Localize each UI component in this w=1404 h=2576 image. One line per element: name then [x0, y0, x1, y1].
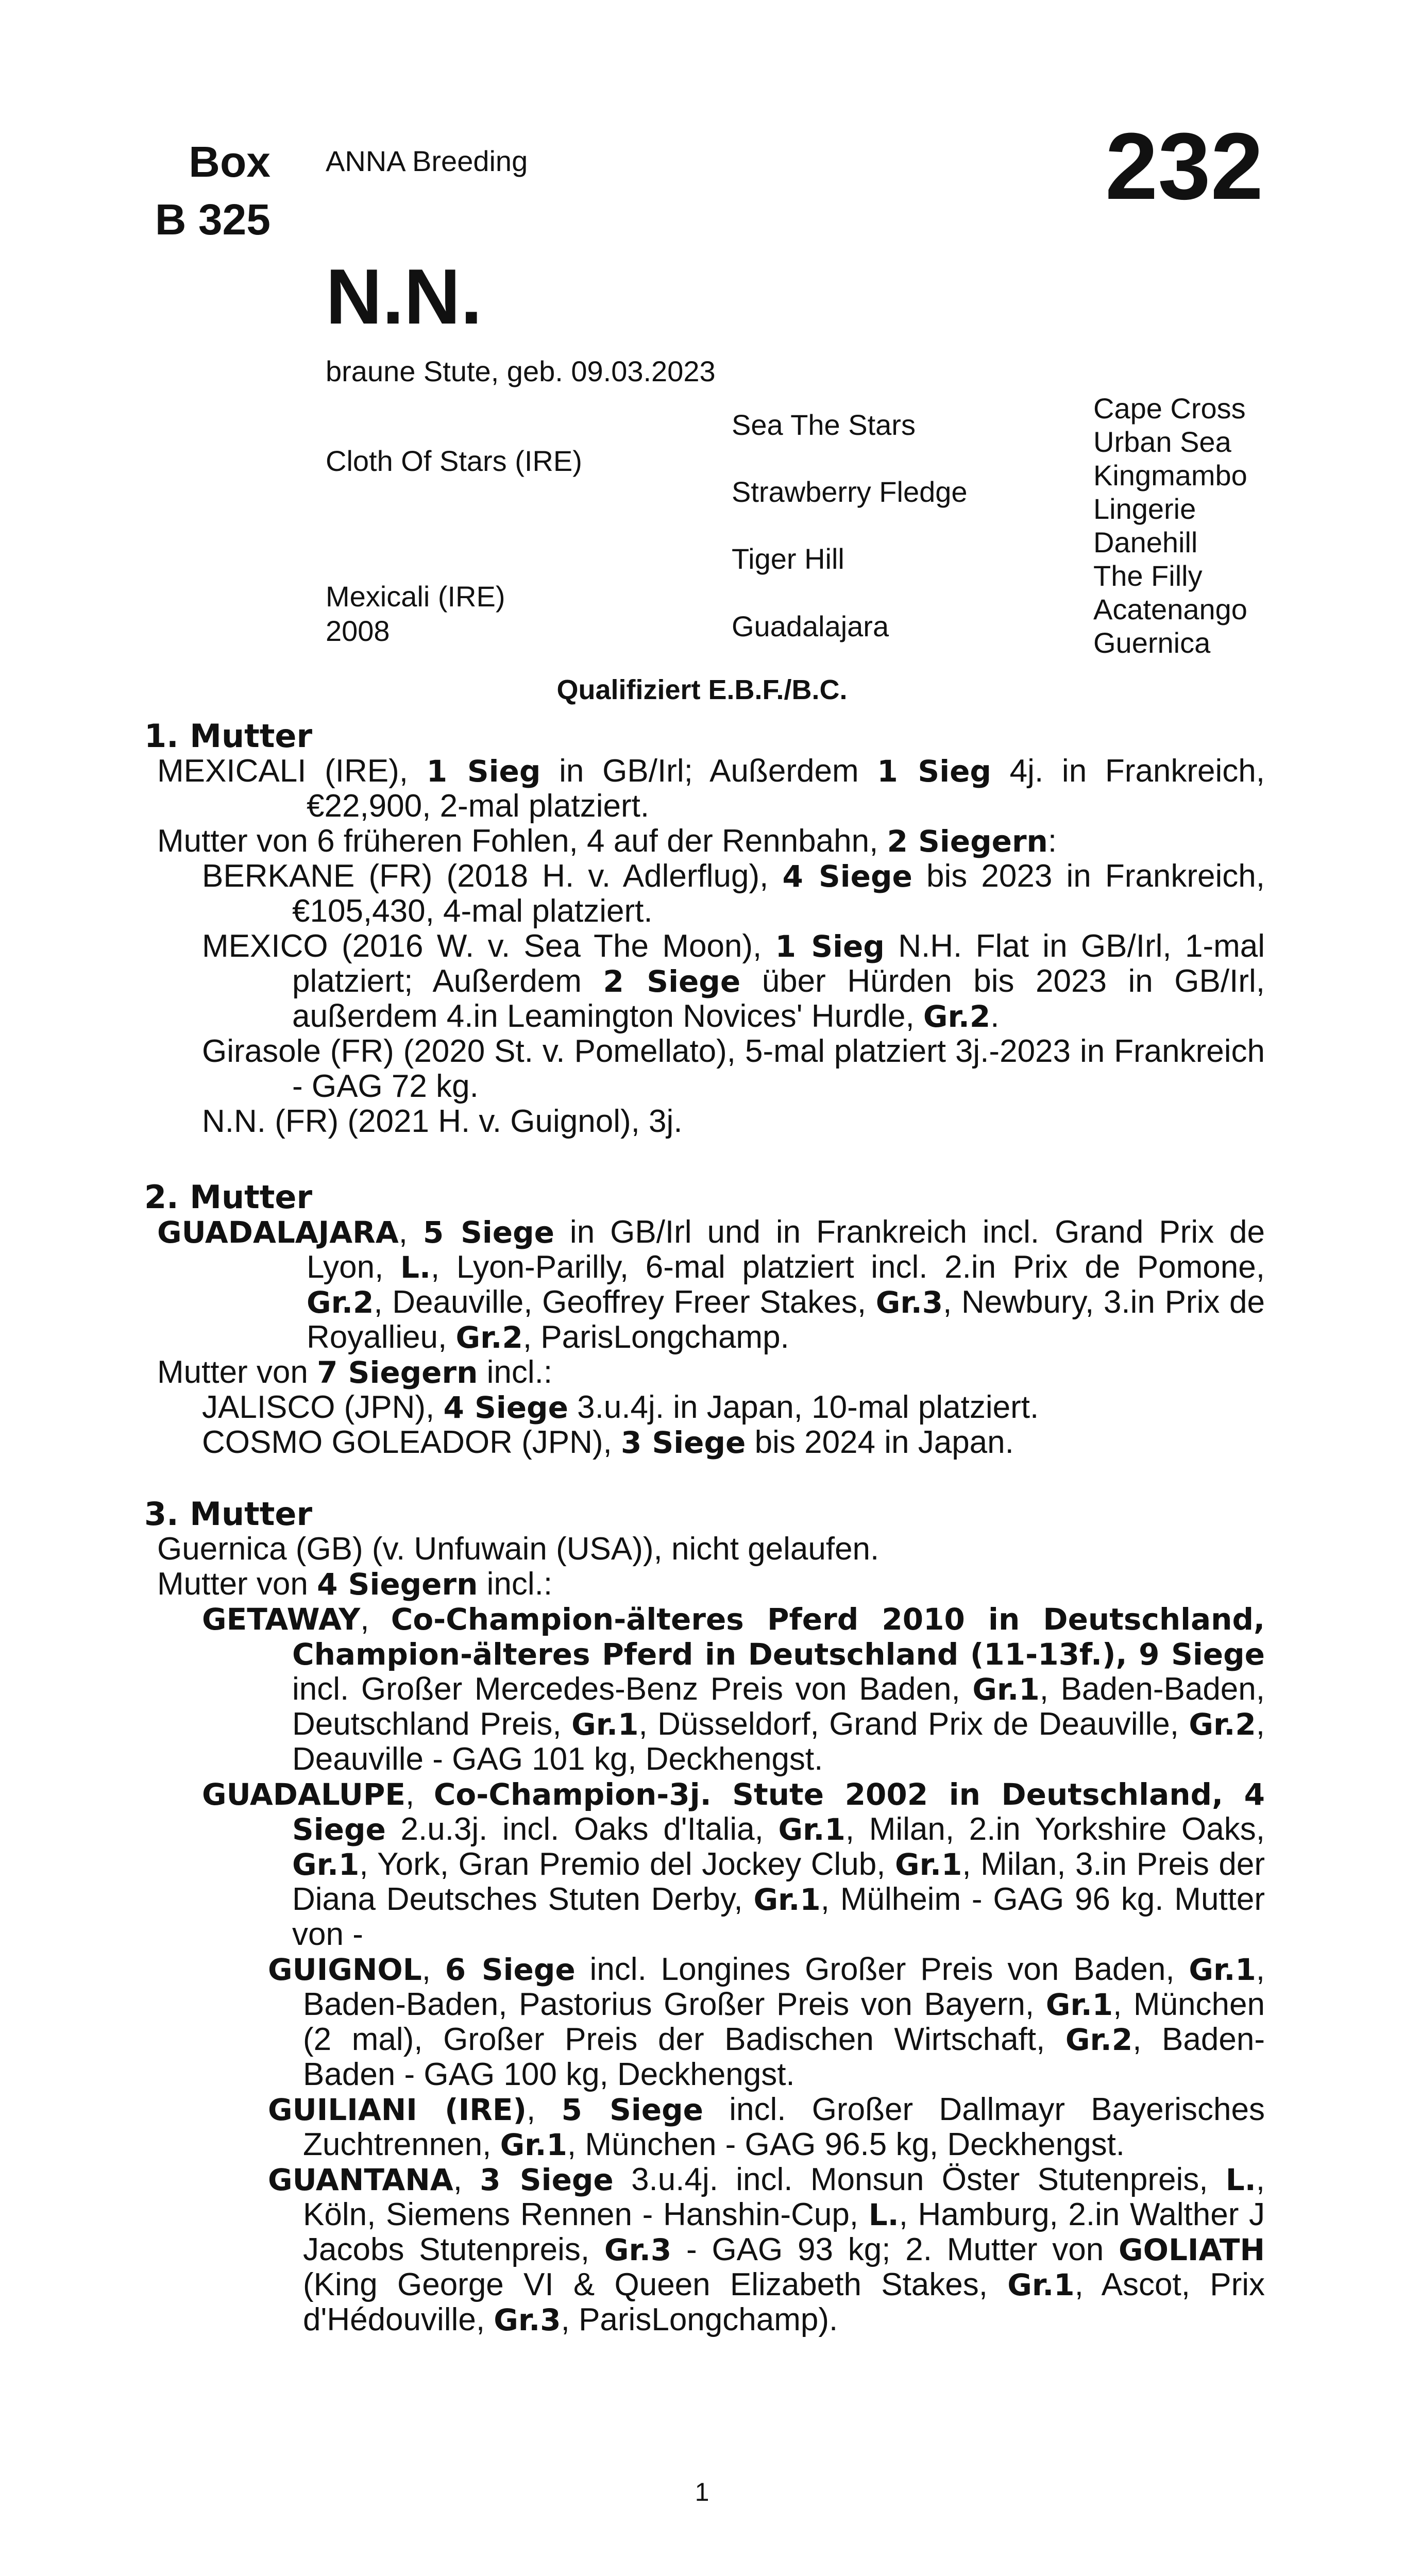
pedigree-great-grandparent: Acatenango — [1093, 593, 1247, 625]
bold-text: Gr.1 — [778, 1812, 845, 1847]
entry-text: 3.u.4j. in Japan, 10-mal platziert. — [568, 1389, 1039, 1425]
bold-text: 5 Siege — [561, 2092, 703, 2127]
bold-text: 5 Siege — [422, 1215, 554, 1250]
pedigree-entry — [144, 1355, 1265, 1390]
bold-text: Gr.1 — [753, 1882, 821, 1917]
bold-text: Gr.3 — [494, 2302, 561, 2337]
pedigree-great-grandparent: Guernica — [1093, 626, 1211, 659]
entry-text: , Köln, Siemens Rennen - Hanshin-Cup, — [303, 2162, 1265, 2232]
pedigree-grandparent: Tiger Hill — [732, 543, 844, 575]
entry-text: in GB/Irl; Außerdem — [540, 753, 877, 789]
bold-text: L. — [868, 2197, 899, 2232]
entry-text: , Baden-Baden - GAG 100 kg, Deckhengst. — [303, 2022, 1265, 2092]
entry-text: , Düsseldorf, Grand Prix de Deauville, — [638, 1706, 1189, 1742]
entry-text: über Hürden bis 2023 in GB/Irl, außerdem 4.in Leamington Novices' Hurdle, — [292, 963, 1265, 1034]
entry-text: MEXICO (2016 W. v. Sea The Moon), — [202, 928, 775, 964]
entry-text: , Baden-Baden, Deutschland Preis, — [292, 1671, 1265, 1742]
pedigree-entry — [144, 1777, 1265, 1952]
entry-text: , Lyon-Parilly, 6-mal platziert incl. 2.in Prix de Pomone, — [431, 1249, 1265, 1285]
entry-text: Guernica (GB) (v. Unfuwain (USA)), nicht gelaufen. — [157, 1531, 879, 1567]
pedigree-entry — [144, 929, 1265, 1034]
entry-text: , Milan, 3.in Preis der Diana Deutsches Stuten Derby, — [292, 1846, 1265, 1917]
entry-text: , Baden-Baden, Pastorius Großer Preis von Bayern, — [303, 1952, 1265, 2022]
box-code: B 325 — [155, 195, 270, 244]
pedigree-great-grandparent: Kingmambo — [1093, 459, 1247, 492]
pedigree-grandparent: Strawberry Fledge — [732, 476, 968, 508]
pedigree-great-grandparent: Danehill — [1093, 526, 1198, 558]
bold-text: Gr.2 — [1065, 2022, 1133, 2057]
entry-text: COSMO GOLEADOR (JPN), — [202, 1425, 621, 1460]
entry-text: 2.u.3j. incl. Oaks d'Italia, — [385, 1811, 779, 1847]
pedigree-entry — [144, 1602, 1265, 1777]
entry-text: , ParisLongchamp. — [522, 1319, 789, 1355]
bold-text: 7 Siegern — [317, 1355, 478, 1390]
bold-text: 1 Sieg — [426, 754, 541, 789]
bold-text: Gr.1 — [1189, 1952, 1256, 1987]
entry-text: , Ascot, Prix d'Hédouville, — [303, 2267, 1265, 2337]
entry-text: bis 2023 in Frankreich, €105,430, 4-mal platziert. — [292, 858, 1265, 929]
horse-name: N.N. — [326, 253, 482, 341]
entry-text: , Newbury, 3.in Prix de Royallieu, — [307, 1284, 1265, 1355]
section-first-dam — [144, 719, 1265, 1139]
bold-text: GUADALUPE — [202, 1777, 405, 1812]
bold-text: L. — [400, 1250, 431, 1285]
bold-text: 1 Sieg — [877, 754, 991, 789]
bold-text: GUANTANA — [268, 2162, 453, 2197]
bold-text: 4 Siege — [782, 859, 912, 894]
bold-text: Gr.1 — [571, 1707, 639, 1742]
bold-text: 2 Siege — [603, 964, 741, 999]
pedigree-grandparent: Guadalajara — [732, 610, 889, 642]
pedigree-entry — [144, 1390, 1265, 1425]
pedigree-entry — [144, 2162, 1265, 2337]
bold-text: 6 Siege — [445, 1952, 576, 1987]
page-number: 1 — [695, 2478, 709, 2506]
bold-text: GETAWAY — [202, 1602, 361, 1637]
bold-text: 4 Siegern — [317, 1567, 478, 1602]
entry-text: , München - GAG 96.5 kg, Deckhengst. — [567, 2127, 1125, 2162]
bold-text: 1 Sieg — [775, 929, 885, 964]
entry-text: 4j. in Frankreich, €22,900, 2-mal platziert. — [307, 753, 1265, 824]
section-heading: 3. Mutter — [144, 1495, 313, 1533]
box-number — [124, 133, 270, 248]
pedigree-entry — [144, 2092, 1265, 2162]
entry-text: Girasole (FR) (2020 St. v. Pomellato), 5-mal platziert 3j.-2023 in Frankreich - GAG 72 kg. — [202, 1033, 1265, 1104]
pedigree-entry — [144, 754, 1265, 824]
bold-text: Gr.2 — [923, 999, 991, 1034]
box-label: Box — [189, 138, 270, 186]
bold-text: Gr.1 — [292, 1847, 360, 1882]
entry-text: N.N. (FR) (2021 H. v. Guignol), 3j. — [202, 1104, 683, 1139]
bold-text: Gr.1 — [972, 1672, 1040, 1707]
pedigree-entry — [144, 824, 1265, 859]
bold-text: GUIGNOL — [268, 1952, 422, 1987]
pedigree-entry — [144, 1567, 1265, 1602]
bold-text: 2 Siegern — [887, 824, 1048, 859]
pedigree-dam: Mexicali (IRE) — [326, 580, 505, 613]
entry-text: , ParisLongchamp). — [561, 2302, 838, 2337]
bold-text: Co-Champion-3j. Stute 2002 in Deutschland, 4 Siege — [292, 1777, 1265, 1847]
entry-text: JALISCO (JPN), — [202, 1389, 444, 1425]
bold-text: Gr.3 — [875, 1285, 943, 1320]
pedigree-dam-year: 2008 — [326, 615, 390, 647]
entry-text: , Deauville, Geoffrey Freer Stakes, — [374, 1284, 876, 1320]
entry-text: , — [421, 1952, 445, 1987]
entry-text: MEXICALI (IRE), — [157, 753, 427, 789]
entry-text: , — [526, 2092, 562, 2127]
pedigree-great-grandparent: Urban Sea — [1093, 426, 1231, 458]
bold-text: Co-Champion-älteres Pferd 2010 in Deutschland, Champion-älteres Pferd in Deutschland (11-13f.), 9 Siege — [292, 1602, 1265, 1672]
entry-text: , Milan, 2.in Yorkshire Oaks, — [845, 1811, 1265, 1847]
section-second-dam — [144, 1180, 1265, 1460]
qualification: Qualifiziert E.B.F./B.C. — [556, 674, 848, 705]
entry-text: bis 2024 in Japan. — [746, 1425, 1014, 1460]
bold-text: Gr.1 — [500, 2127, 567, 2162]
pedigree-entry — [144, 1532, 1265, 1567]
horse-description: braune Stute, geb. 09.03.2023 — [326, 355, 716, 387]
bold-text: GUADALAJARA — [157, 1215, 399, 1250]
bold-text: GUILIANI (IRE) — [268, 2092, 527, 2127]
entry-text: incl. Großer Mercedes-Benz Preis von Baden, — [292, 1671, 973, 1707]
entry-text: , Deauville - GAG 101 kg, Deckhengst. — [292, 1706, 1265, 1777]
bold-text: Gr.2 — [1189, 1707, 1256, 1742]
entry-text: , — [360, 1601, 391, 1637]
entry-text: incl.: — [478, 1566, 553, 1602]
bold-text: Gr.1 — [1045, 1987, 1113, 2022]
pedigree-entry — [144, 1952, 1265, 2092]
pedigree-great-grandparent: The Filly — [1093, 560, 1203, 592]
entry-text: incl.: — [478, 1354, 553, 1390]
entry-text: . — [990, 998, 1000, 1034]
entry-text: , York, Gran Premio del Jockey Club, — [359, 1846, 895, 1882]
entry-text: BERKANE (FR) (2018 H. v. Adlerflug), — [202, 858, 783, 894]
pedigree-sire: Cloth Of Stars (IRE) — [326, 445, 582, 477]
bold-text: Gr.2 — [455, 1320, 523, 1355]
pedigree-entry — [144, 1104, 1265, 1139]
bold-text: Gr.1 — [1007, 2267, 1075, 2302]
entry-text: , Hamburg, 2.in Walther J Jacobs Stutenpreis, — [303, 2197, 1265, 2267]
pedigree-entry — [144, 1425, 1265, 1460]
bold-text: 3 Siege — [620, 1425, 746, 1460]
section-heading: 1. Mutter — [144, 717, 313, 755]
entry-text: incl. Großer Dallmayr Bayerisches Zuchtrennen, — [303, 2092, 1265, 2162]
entry-text: , München (2 mal), Großer Preis der Badischen Wirtschaft, — [303, 1987, 1265, 2057]
entry-text: , Mülheim - GAG 96 kg. Mutter von - — [292, 1882, 1265, 1952]
pedigree-entry — [144, 859, 1265, 929]
entry-text: N.H. Flat in GB/Irl, 1-mal platziert; Außerdem — [292, 928, 1265, 999]
entry-text: Mutter von — [157, 1566, 317, 1602]
pedigree-great-grandparent: Cape Cross — [1093, 392, 1246, 425]
breeder-name: ANNA Breeding — [326, 145, 528, 177]
entry-text: (King George VI & Queen Elizabeth Stakes, — [303, 2267, 1008, 2302]
bold-text: L. — [1225, 2162, 1256, 2197]
bold-text: Gr.3 — [604, 2232, 672, 2267]
bold-text: Gr.1 — [895, 1847, 962, 1882]
entry-text: incl. Longines Großer Preis von Baden, — [575, 1952, 1189, 1987]
bold-text: GOLIATH — [1119, 2232, 1265, 2267]
entry-text: Mutter von — [157, 1354, 317, 1390]
entry-text: : — [1047, 823, 1057, 859]
entry-text: 3.u.4j. incl. Monsun Öster Stutenpreis, — [613, 2162, 1226, 2197]
section-third-dam — [144, 1497, 1265, 2337]
bold-text: 4 Siege — [443, 1390, 568, 1425]
pedigree-great-grandparent: Lingerie — [1093, 493, 1196, 525]
entry-text: , — [405, 1776, 434, 1812]
entry-text: in GB/Irl und in Frankreich incl. Grand Prix de Lyon, — [307, 1214, 1265, 1285]
entry-text: Mutter von 6 früheren Fohlen, 4 auf der Rennbahn, — [157, 823, 887, 859]
pedigree-entry — [144, 1215, 1265, 1355]
bold-text: Gr.2 — [307, 1285, 374, 1320]
bold-text: 3 Siege — [480, 2162, 614, 2197]
pedigree-entry — [144, 1034, 1265, 1104]
pedigree-grandparent: Sea The Stars — [732, 409, 916, 441]
entry-text: - GAG 93 kg; 2. Mutter von — [671, 2232, 1119, 2267]
entry-text: , — [453, 2162, 480, 2197]
lot-number: 232 — [1105, 113, 1263, 219]
section-heading: 2. Mutter — [144, 1178, 313, 1216]
entry-text: , — [398, 1214, 423, 1250]
